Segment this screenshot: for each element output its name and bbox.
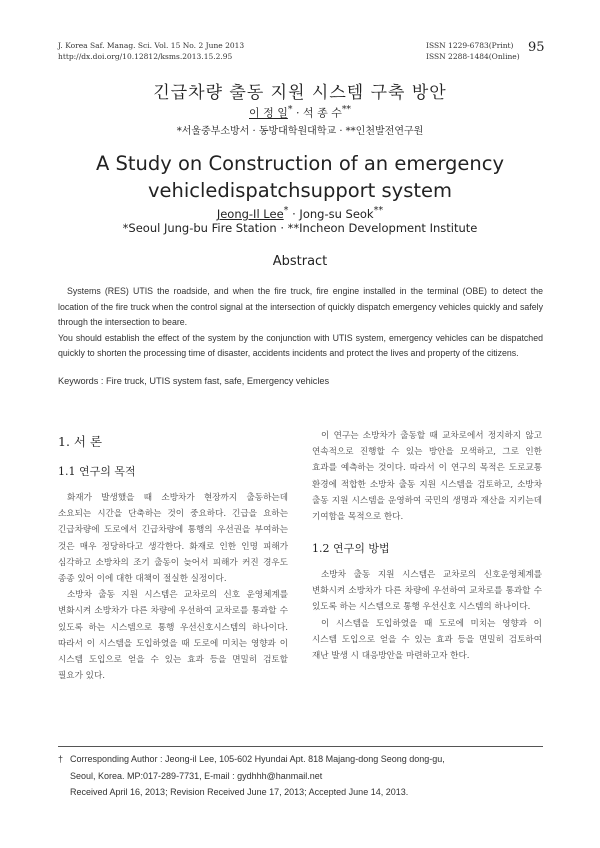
journal-citation: J. Korea Saf. Manag. Sci. Vol. 15 No. 2 June 2013 <box>58 41 245 50</box>
english-author-1: Jeong-Il Lee <box>216 206 284 221</box>
body-paragraph: 이 연구는 소방차가 출동할 때 교차로에서 정지하지 않고 연속적으로 진행할 수 있는 방안을 모색하고, 그로 인한 효과를 예측하는 것이다. 따라서 이 연구의 목적은 도로교통 환경에 적합한 소방차 출동 지원 시스템을 검토하고, 소방차 출동 지원 시스템을 운영하여 국민의 생명과 재산을 지키는데 기여함을 목적으로 한다. <box>312 431 542 523</box>
footnote-rule <box>58 746 543 747</box>
footnote <box>58 751 543 801</box>
korean-title: 긴급차량 출동 지원 시스템 구축 방안 <box>153 83 447 103</box>
korean-author-2: 석 종 수 <box>302 106 342 120</box>
abstract-paragraph: Systems (RES) UTIS the roadside, and when the fire truck, fire engine installed in the terminal (OBE) to detect the location of the fire truck when the control signal at the intersection of quickly dispatch emergency vehicles quickly and safely through the intersection to beare. <box>58 286 543 327</box>
english-affiliation: *Seoul Jung-bu Fire Station · **Incheon Development Institute <box>122 221 478 235</box>
english-title-line-1: A Study on Construction of an emergency <box>95 152 505 175</box>
left-column-text <box>58 490 288 684</box>
dagger-mark: † <box>58 754 64 764</box>
footnote-line <box>58 751 543 768</box>
author-separator: · <box>292 106 303 120</box>
english-title <box>0 150 600 204</box>
korean-author-2-mark: ** <box>341 104 351 115</box>
english-author-2: Jong-su Seok <box>299 206 374 221</box>
corresponding-author: Corresponding Author : Jeong-il Lee, 105-602 Hyundai Apt. 818 Majang-dong Seong dong-gu, <box>70 754 445 764</box>
issn-print: ISSN 1229-6783(Print) <box>426 41 514 50</box>
issn-online: ISSN 2288-1484(Online) <box>426 52 520 61</box>
right-column-text <box>312 567 542 664</box>
korean-affiliation: *서울중부소방서 · 동방대학원대학교 · **인천발전연구원 <box>176 126 424 137</box>
english-authors <box>0 205 600 221</box>
body-paragraph: 화재가 발생했을 때 소방차가 현장까지 출동하는데 소요되는 시간을 단축하는 것이 중요하다. 긴급을 요하는 긴급차량에 도로에서 긴급차량에 통행의 우선권을 부여하는 것은 매우 정당하다고 생각한다. 화재로 인한 인명 피해가 심각하고 소방차의 조기 출동이 늦어서 피해가 커진 경우도 종종 있어 이에 대한 대책이 절실한 실정이다. <box>58 493 288 585</box>
english-title-line-2: vehicledispatchsupport system <box>147 179 453 202</box>
subsection-heading: 1.1 연구의 목적 <box>58 465 136 478</box>
english-author-1-mark: * <box>283 205 289 216</box>
body-paragraph: 소방차 출동 지원 시스템은 교차로의 신호 운영체계를 변화시켜 소방차가 다른 차량에 우선하여 교차로를 통과할 수 있도록 하는 시스템으로 통행 우선신호시스템의 하나이다. 따라서 이 시스템을 도입하였을 때 도로에 미치는 영향과 이 시스템 도입으로 얻을 수 있는 효과 등을 면밀히 검토할 필요가 있다. <box>58 590 288 682</box>
korean-author-1: 이 정 일 <box>249 106 288 120</box>
korean-author-1-mark: * <box>287 104 293 115</box>
received-dates: Received April 16, 2013; Revision Received June 17, 2013; Accepted June 14, 2013. <box>70 787 409 797</box>
keywords: Keywords : Fire truck, UTIS system fast, safe, Emergency vehicles <box>58 376 330 386</box>
section-heading: 1. 서 론 <box>58 434 103 449</box>
english-author-2-mark: ** <box>373 205 384 216</box>
doi-link[interactable]: http://dx.doi.org/10.12812/ksms.2013.15.2.95 <box>58 52 233 61</box>
abstract-paragraph: You should establish the effect of the system by the conjunction with UTIS system, emergency vehicles can be dispatched quickly to shorten the processing time of disaster, accidents incidents and protect the lives and property of the citizens. <box>58 332 543 358</box>
body-paragraph: 이 시스템을 도입하였을 때 도로에 미치는 영향과 이 시스템 도입으로 얻을 수 있는 효과 등을 면밀히 검토하여 재난 발생 시 대응방안을 마련하고자 한다. <box>312 618 542 662</box>
korean-authors <box>0 104 600 121</box>
footnote-line: Seoul, Korea. MP:017-289-7731, E-mail : gydhhh@hanmail.net <box>70 770 323 781</box>
abstract-body <box>58 284 543 362</box>
subsection-heading: 1.2 연구의 방법 <box>312 542 390 555</box>
abstract-heading: Abstract <box>272 254 328 269</box>
right-column-text <box>312 428 542 525</box>
page-number: 95 <box>528 40 545 55</box>
body-paragraph: 소방차 출동 지원 시스템은 교차로의 신호운영체계를 변화시켜 소방차가 다른 차량에 우선하여 교차로를 통과할 수 있도록 하는 시스템으로 통행 우선신호 시스템의 하나이다. <box>312 570 542 613</box>
author-separator: · <box>288 206 300 221</box>
